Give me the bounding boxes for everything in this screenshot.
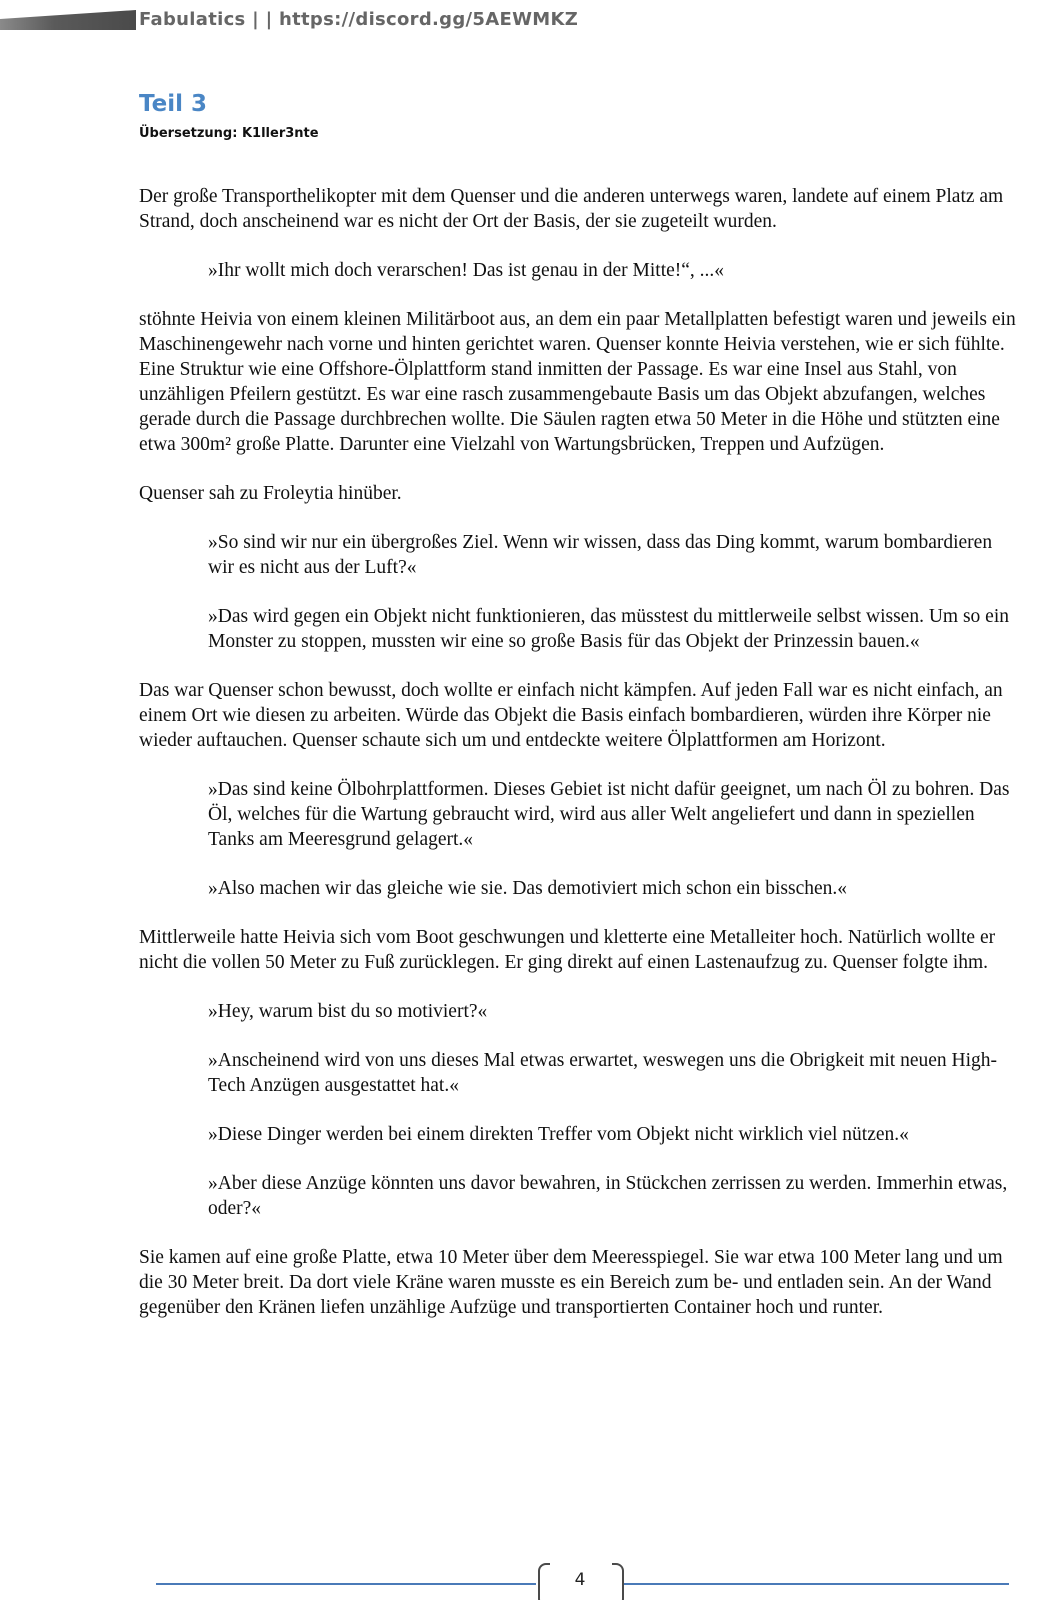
dialogue-quote: »Das wird gegen ein Objekt nicht funktionieren, das müsstest du mittlerweile selbst wissen. Um so ein Monster zu stoppen, mussten wir eine so große Basis für das Objekt der Prinzessin bauen.« [208,606,1009,652]
dialogue-quote: »Diese Dinger werden bei einem direkten Treffer vom Objekt nicht wirklich viel nützen.« [208,1124,909,1145]
paragraph: Sie kamen auf eine große Platte, etwa 10 Meter über dem Meeresspiegel. Sie war etwa 100 Meter lang und um die 30 Meter breit. Da dort viele Kräne waren musste es ein Bereich zum be- und entladen sein. An der Wand gegenüber den Kränen liefen unzählige Aufzüge und transportierten Container hoch und runter. [139,1247,1003,1318]
footer-rule-right [622,1583,1009,1585]
paragraph: Das war Quenser schon bewusst, doch wollte er einfach nicht kämpfen. Auf jeden Fall war es nicht einfach, an einem Ort wie diesen zu arbeiten. Würde das Objekt die Basis einfach bombardieren, würden ihre Körper nie wieder auftauchen. Quenser schaute sich um und entdeckte weitere Ölplattformen am Horizont. [139,680,1003,751]
footer-rule-left [156,1583,536,1585]
translator-credit: Übersetzung: K1ller3nte [139,126,319,141]
dialogue-quote: »Hey, warum bist du so motiviert?« [208,1001,488,1022]
page-header: Fabulatics | | https://discord.gg/5AEWMKZ [139,9,579,30]
page-number-bracket-right [612,1563,624,1600]
paragraph: Der große Transporthelikopter mit dem Quenser und die anderen unterwegs waren, landete auf einem Platz am Strand, doch anscheinend war es nicht der Ort der Basis, der sie zugeteilt wurden. [139,186,1004,232]
paragraph: Quenser sah zu Froleytia hinüber. [139,483,402,504]
page-number: 4 [574,1570,586,1590]
header-decoration-bar [0,10,136,30]
dialogue-quote: »Anscheinend wird von uns dieses Mal etwas erwartet, weswegen uns die Obrigkeit mit neuen High-Tech Anzügen ausgestattet hat.« [208,1050,998,1096]
dialogue-quote: »Ihr wollt mich doch verarschen! Das ist genau in der Mitte!“, ...« [208,260,725,281]
dialogue-quote: »Das sind keine Ölbohrplattformen. Dieses Gebiet ist nicht dafür geeignet, um nach Öl zu bohren. Das Öl, welches für die Wartung gebraucht wird, wird aus aller Welt angeliefert und dann in speziellen Tanks am Meeresgrund gelagert.« [208,779,1010,850]
paragraph: stöhnte Heivia von einem kleinen Militärboot aus, an dem ein paar Metallplatten befestigt waren und jeweils ein Maschinengewehr nach vorne und hinten gerichtet waren. Quenser konnte Heivia verstehen, wie er sich fühlte. Eine Struktur wie eine Offshore-Ölplattform stand inmitten der Passage. Es war eine Insel aus Stahl, von unzähligen Pfeilern gestützt. Es war eine rasch zusammengebaute Basis um das Objekt abzufangen, welches gerade durch die Passage durchbrechen wollte. Die Säulen ragten etwa 50 Meter in die Höhe und stützten eine etwa 300m² große Platte. Darunter eine Vielzahl von Wartungsbrücken, Treppen und Aufzügen. [139,309,1016,455]
dialogue-quote: »Also machen wir das gleiche wie sie. Das demotiviert mich schon ein bisschen.« [208,878,848,899]
chapter-title: Teil 3 [139,91,208,117]
paragraph: Mittlerweile hatte Heivia sich vom Boot geschwungen und kletterte eine Metalleiter hoch. Natürlich wollte er nicht die vollen 50 Meter zu Fuß zurücklegen. Er ging direkt auf einen Lastenaufzug zu. Quenser folgte ihm. [139,927,996,973]
dialogue-quote: »Aber diese Anzüge könnten uns davor bewahren, in Stückchen zerrissen zu werden. Immerhin etwas, oder?« [208,1173,1008,1219]
chapter-body [139,184,1019,1344]
dialogue-quote: »So sind wir nur ein übergroßes Ziel. Wenn wir wissen, dass das Ding kommt, warum bombardieren wir es nicht aus der Luft?« [208,532,993,578]
